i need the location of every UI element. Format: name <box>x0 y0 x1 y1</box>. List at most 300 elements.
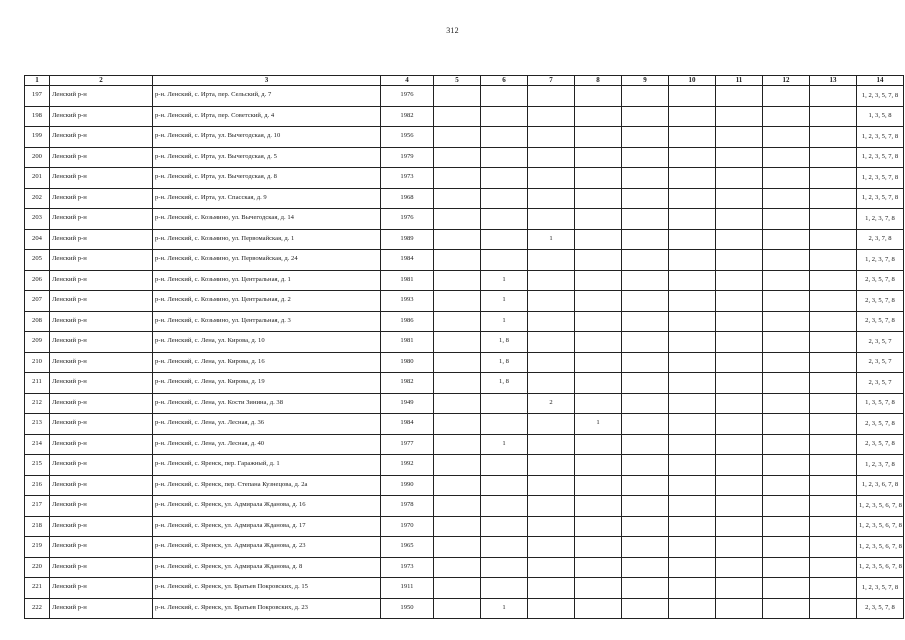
row-number-cell: 222 <box>25 598 50 619</box>
year-cell: 1984 <box>381 414 434 435</box>
row-number-cell: 204 <box>25 229 50 250</box>
address-cell: р-н. Ленский, с. Лена, ул. Лесная, д. 36 <box>153 414 381 435</box>
col-5-cell <box>434 496 481 517</box>
address-cell: р-н. Ленский, с. Ирта, ул. Спасская, д. 9 <box>153 188 381 209</box>
col-12-cell <box>763 209 810 230</box>
table-row <box>25 188 904 209</box>
table-row <box>25 332 904 353</box>
col-12-cell <box>763 455 810 476</box>
col-11-cell <box>716 496 763 517</box>
col-5-cell <box>434 516 481 537</box>
year-cell: 1956 <box>381 127 434 148</box>
col-8-cell <box>575 168 622 189</box>
col-7-cell <box>528 475 575 496</box>
col-10-cell <box>669 332 716 353</box>
col-8-cell <box>575 270 622 291</box>
col-10-cell <box>669 270 716 291</box>
column-header-6: 6 <box>481 76 528 86</box>
col-12-cell <box>763 250 810 271</box>
col-14-cell: 1, 2, 3, 5, 6, 7, 8 <box>857 516 904 537</box>
row-number-cell: 218 <box>25 516 50 537</box>
row-number-cell: 207 <box>25 291 50 312</box>
table-row <box>25 475 904 496</box>
col-10-cell <box>669 147 716 168</box>
row-number-cell: 208 <box>25 311 50 332</box>
col-7-cell <box>528 188 575 209</box>
row-number-cell: 209 <box>25 332 50 353</box>
district-cell: Ленский р-н <box>50 598 153 619</box>
col-5-cell <box>434 373 481 394</box>
col-6-cell: 1, 8 <box>481 332 528 353</box>
col-14-cell: 1, 2, 3, 5, 7, 8 <box>857 168 904 189</box>
col-5-cell <box>434 598 481 619</box>
col-8-cell <box>575 496 622 517</box>
table-row <box>25 516 904 537</box>
year-cell: 1973 <box>381 557 434 578</box>
row-number-cell: 216 <box>25 475 50 496</box>
col-14-cell: 2, 3, 5, 7, 8 <box>857 270 904 291</box>
address-cell: р-н. Ленский, с. Ирта, ул. Вычегодская, д. 10 <box>153 127 381 148</box>
district-cell: Ленский р-н <box>50 147 153 168</box>
district-cell: Ленский р-н <box>50 127 153 148</box>
col-5-cell <box>434 106 481 127</box>
col-9-cell <box>622 455 669 476</box>
year-cell: 1986 <box>381 311 434 332</box>
col-6-cell <box>481 106 528 127</box>
col-11-cell <box>716 168 763 189</box>
address-cell: р-н. Ленский, с. Козьмино, ул. Центральная, д. 3 <box>153 311 381 332</box>
row-number-cell: 200 <box>25 147 50 168</box>
address-cell: р-н. Ленский, с. Козьмино, ул. Центральная, д. 2 <box>153 291 381 312</box>
col-9-cell <box>622 311 669 332</box>
col-14-cell: 1, 2, 3, 5, 7, 8 <box>857 86 904 107</box>
column-header-8: 8 <box>575 76 622 86</box>
col-13-cell <box>810 147 857 168</box>
district-cell: Ленский р-н <box>50 516 153 537</box>
col-8-cell <box>575 86 622 107</box>
column-header-10: 10 <box>669 76 716 86</box>
col-8-cell <box>575 147 622 168</box>
col-13-cell <box>810 455 857 476</box>
col-5-cell <box>434 475 481 496</box>
col-7-cell <box>528 414 575 435</box>
table-row <box>25 537 904 558</box>
col-14-cell: 2, 3, 5, 7, 8 <box>857 291 904 312</box>
col-14-cell: 2, 3, 5, 7 <box>857 332 904 353</box>
col-5-cell <box>434 270 481 291</box>
col-14-cell: 1, 2, 3, 7, 8 <box>857 455 904 476</box>
col-10-cell <box>669 86 716 107</box>
col-13-cell <box>810 434 857 455</box>
col-14-cell: 1, 2, 3, 7, 8 <box>857 209 904 230</box>
col-6-cell <box>481 188 528 209</box>
year-cell: 1950 <box>381 598 434 619</box>
address-cell: р-н. Ленский, с. Яренск, ул. Адмирала Жданова, д. 23 <box>153 537 381 558</box>
column-header-4: 4 <box>381 76 434 86</box>
col-9-cell <box>622 168 669 189</box>
col-7-cell <box>528 352 575 373</box>
column-header-11: 11 <box>716 76 763 86</box>
col-6-cell: 1 <box>481 311 528 332</box>
col-10-cell <box>669 475 716 496</box>
address-cell: р-н. Ленский, с. Ирта, ул. Вычегодская, д. 8 <box>153 168 381 189</box>
row-number-cell: 198 <box>25 106 50 127</box>
col-12-cell <box>763 127 810 148</box>
year-cell: 1981 <box>381 270 434 291</box>
district-cell: Ленский р-н <box>50 209 153 230</box>
col-6-cell <box>481 557 528 578</box>
col-8-cell <box>575 373 622 394</box>
col-11-cell <box>716 393 763 414</box>
year-cell: 1979 <box>381 147 434 168</box>
row-number-cell: 206 <box>25 270 50 291</box>
col-5-cell <box>434 557 481 578</box>
col-12-cell <box>763 537 810 558</box>
col-10-cell <box>669 168 716 189</box>
address-cell: р-н. Ленский, с. Лена, ул. Кости Зинина, д. 38 <box>153 393 381 414</box>
address-cell: р-н. Ленский, с. Яренск, пер. Гаражный, д. 1 <box>153 455 381 476</box>
col-11-cell <box>716 209 763 230</box>
district-cell: Ленский р-н <box>50 188 153 209</box>
col-5-cell <box>434 127 481 148</box>
table-row <box>25 393 904 414</box>
col-10-cell <box>669 311 716 332</box>
col-14-cell: 2, 3, 7, 8 <box>857 229 904 250</box>
col-6-cell: 1 <box>481 270 528 291</box>
col-10-cell <box>669 414 716 435</box>
col-14-cell: 1, 2, 3, 5, 6, 7, 8 <box>857 496 904 517</box>
col-7-cell <box>528 537 575 558</box>
col-13-cell <box>810 578 857 599</box>
col-5-cell <box>434 434 481 455</box>
column-header-9: 9 <box>622 76 669 86</box>
col-8-cell <box>575 209 622 230</box>
col-7-cell <box>528 434 575 455</box>
col-14-cell: 1, 3, 5, 7, 8 <box>857 393 904 414</box>
address-cell: р-н. Ленский, с. Яренск, ул. Братьев Покровских, д. 15 <box>153 578 381 599</box>
col-11-cell <box>716 537 763 558</box>
col-13-cell <box>810 270 857 291</box>
col-12-cell <box>763 229 810 250</box>
col-14-cell: 1, 2, 3, 5, 7, 8 <box>857 127 904 148</box>
table-row <box>25 311 904 332</box>
col-11-cell <box>716 147 763 168</box>
col-12-cell <box>763 291 810 312</box>
col-11-cell <box>716 127 763 148</box>
table-row <box>25 414 904 435</box>
address-cell: р-н. Ленский, с. Яренск, ул. Адмирала Жданова, д. 16 <box>153 496 381 517</box>
col-10-cell <box>669 188 716 209</box>
col-6-cell: 1, 8 <box>481 352 528 373</box>
col-8-cell <box>575 127 622 148</box>
col-6-cell <box>481 209 528 230</box>
address-cell: р-н. Ленский, с. Ирта, пер. Советский, д. 4 <box>153 106 381 127</box>
row-number-cell: 211 <box>25 373 50 394</box>
district-cell: Ленский р-н <box>50 352 153 373</box>
col-8-cell <box>575 106 622 127</box>
table-body <box>25 86 904 619</box>
col-14-cell: 1, 3, 5, 8 <box>857 106 904 127</box>
col-5-cell <box>434 393 481 414</box>
col-12-cell <box>763 393 810 414</box>
col-10-cell <box>669 291 716 312</box>
district-cell: Ленский р-н <box>50 332 153 353</box>
year-cell: 1992 <box>381 455 434 476</box>
col-8-cell <box>575 557 622 578</box>
col-13-cell <box>810 291 857 312</box>
col-10-cell <box>669 455 716 476</box>
address-cell: р-н. Ленский, с. Козьмино, ул. Первомайская, д. 1 <box>153 229 381 250</box>
col-14-cell: 2, 3, 5, 7, 8 <box>857 414 904 435</box>
row-number-cell: 217 <box>25 496 50 517</box>
col-8-cell <box>575 578 622 599</box>
col-9-cell <box>622 250 669 271</box>
col-9-cell <box>622 106 669 127</box>
col-6-cell <box>481 455 528 476</box>
col-6-cell <box>481 147 528 168</box>
district-cell: Ленский р-н <box>50 414 153 435</box>
col-7-cell <box>528 598 575 619</box>
col-13-cell <box>810 373 857 394</box>
col-5-cell <box>434 291 481 312</box>
row-number-cell: 199 <box>25 127 50 148</box>
col-5-cell <box>434 455 481 476</box>
col-7-cell <box>528 168 575 189</box>
year-cell: 1976 <box>381 209 434 230</box>
col-7-cell <box>528 270 575 291</box>
col-5-cell <box>434 86 481 107</box>
address-cell: р-н. Ленский, с. Ирта, пер. Сельский, д. 7 <box>153 86 381 107</box>
district-cell: Ленский р-н <box>50 311 153 332</box>
col-11-cell <box>716 578 763 599</box>
col-12-cell <box>763 270 810 291</box>
col-9-cell <box>622 496 669 517</box>
col-6-cell: 1 <box>481 598 528 619</box>
col-5-cell <box>434 332 481 353</box>
column-header-12: 12 <box>763 76 810 86</box>
col-12-cell <box>763 475 810 496</box>
col-7-cell <box>528 127 575 148</box>
col-6-cell <box>481 229 528 250</box>
col-12-cell <box>763 373 810 394</box>
col-8-cell <box>575 598 622 619</box>
year-cell: 1990 <box>381 475 434 496</box>
col-12-cell <box>763 147 810 168</box>
col-10-cell <box>669 127 716 148</box>
col-12-cell <box>763 598 810 619</box>
col-12-cell <box>763 434 810 455</box>
district-cell: Ленский р-н <box>50 434 153 455</box>
col-13-cell <box>810 537 857 558</box>
col-10-cell <box>669 516 716 537</box>
col-14-cell: 1, 2, 3, 5, 6, 7, 8 <box>857 557 904 578</box>
col-8-cell <box>575 332 622 353</box>
col-6-cell: 1 <box>481 291 528 312</box>
address-cell: р-н. Ленский, с. Яренск, пер. Степана Кузнецова, д. 2а <box>153 475 381 496</box>
col-5-cell <box>434 578 481 599</box>
table-row <box>25 578 904 599</box>
col-10-cell <box>669 250 716 271</box>
building-registry-table <box>24 75 904 619</box>
col-5-cell <box>434 311 481 332</box>
col-8-cell <box>575 229 622 250</box>
col-10-cell <box>669 352 716 373</box>
col-13-cell <box>810 557 857 578</box>
col-13-cell <box>810 188 857 209</box>
col-7-cell <box>528 557 575 578</box>
col-10-cell <box>669 106 716 127</box>
row-number-cell: 203 <box>25 209 50 230</box>
col-14-cell: 2, 3, 5, 7, 8 <box>857 434 904 455</box>
column-header-2: 2 <box>50 76 153 86</box>
col-12-cell <box>763 496 810 517</box>
col-14-cell: 2, 3, 5, 7, 8 <box>857 598 904 619</box>
col-11-cell <box>716 106 763 127</box>
col-10-cell <box>669 578 716 599</box>
col-9-cell <box>622 86 669 107</box>
header-row <box>25 76 904 86</box>
col-7-cell: 1 <box>528 229 575 250</box>
col-6-cell <box>481 496 528 517</box>
col-11-cell <box>716 188 763 209</box>
col-10-cell <box>669 496 716 517</box>
col-13-cell <box>810 168 857 189</box>
address-cell: р-н. Ленский, с. Лена, ул. Кирова, д. 10 <box>153 332 381 353</box>
table-row <box>25 455 904 476</box>
col-13-cell <box>810 475 857 496</box>
district-cell: Ленский р-н <box>50 557 153 578</box>
col-13-cell <box>810 516 857 537</box>
col-9-cell <box>622 393 669 414</box>
col-13-cell <box>810 127 857 148</box>
col-11-cell <box>716 291 763 312</box>
col-5-cell <box>434 147 481 168</box>
col-9-cell <box>622 127 669 148</box>
row-number-cell: 213 <box>25 414 50 435</box>
district-cell: Ленский р-н <box>50 537 153 558</box>
column-header-7: 7 <box>528 76 575 86</box>
col-7-cell <box>528 311 575 332</box>
year-cell: 1968 <box>381 188 434 209</box>
row-number-cell: 197 <box>25 86 50 107</box>
col-10-cell <box>669 229 716 250</box>
col-13-cell <box>810 229 857 250</box>
address-cell: р-н. Ленский, с. Козьмино, ул. Центральная, д. 1 <box>153 270 381 291</box>
col-12-cell <box>763 414 810 435</box>
row-number-cell: 212 <box>25 393 50 414</box>
column-header-13: 13 <box>810 76 857 86</box>
district-cell: Ленский р-н <box>50 86 153 107</box>
col-13-cell <box>810 414 857 435</box>
col-9-cell <box>622 332 669 353</box>
col-9-cell <box>622 229 669 250</box>
col-11-cell <box>716 557 763 578</box>
table-row <box>25 229 904 250</box>
page-number: 312 <box>446 26 459 35</box>
col-7-cell <box>528 106 575 127</box>
col-9-cell <box>622 352 669 373</box>
col-11-cell <box>716 250 763 271</box>
col-9-cell <box>622 270 669 291</box>
col-11-cell <box>716 270 763 291</box>
row-number-cell: 219 <box>25 537 50 558</box>
col-9-cell <box>622 516 669 537</box>
col-6-cell <box>481 414 528 435</box>
row-number-cell: 214 <box>25 434 50 455</box>
district-cell: Ленский р-н <box>50 475 153 496</box>
col-7-cell <box>528 373 575 394</box>
col-12-cell <box>763 86 810 107</box>
year-cell: 1982 <box>381 106 434 127</box>
table-row <box>25 291 904 312</box>
col-6-cell <box>481 250 528 271</box>
col-5-cell <box>434 188 481 209</box>
col-5-cell <box>434 229 481 250</box>
col-8-cell <box>575 434 622 455</box>
col-13-cell <box>810 250 857 271</box>
address-cell: р-н. Ленский, с. Яренск, ул. Братьев Покровских, д. 23 <box>153 598 381 619</box>
col-8-cell <box>575 455 622 476</box>
col-14-cell: 1, 2, 3, 7, 8 <box>857 250 904 271</box>
district-cell: Ленский р-н <box>50 168 153 189</box>
year-cell: 1978 <box>381 496 434 517</box>
district-cell: Ленский р-н <box>50 270 153 291</box>
col-14-cell: 1, 2, 3, 5, 7, 8 <box>857 578 904 599</box>
col-14-cell: 1, 2, 3, 6, 7, 8 <box>857 475 904 496</box>
row-number-cell: 220 <box>25 557 50 578</box>
col-13-cell <box>810 332 857 353</box>
col-5-cell <box>434 209 481 230</box>
col-12-cell <box>763 188 810 209</box>
column-header-5: 5 <box>434 76 481 86</box>
district-cell: Ленский р-н <box>50 578 153 599</box>
table-row <box>25 352 904 373</box>
district-cell: Ленский р-н <box>50 106 153 127</box>
year-cell: 1965 <box>381 537 434 558</box>
col-7-cell <box>528 516 575 537</box>
row-number-cell: 210 <box>25 352 50 373</box>
year-cell: 1982 <box>381 373 434 394</box>
col-11-cell <box>716 434 763 455</box>
table-row <box>25 496 904 517</box>
col-12-cell <box>763 332 810 353</box>
col-13-cell <box>810 311 857 332</box>
col-12-cell <box>763 516 810 537</box>
district-cell: Ленский р-н <box>50 496 153 517</box>
col-7-cell: 2 <box>528 393 575 414</box>
table-row <box>25 373 904 394</box>
col-9-cell <box>622 147 669 168</box>
table-row <box>25 168 904 189</box>
year-cell: 1977 <box>381 434 434 455</box>
col-7-cell <box>528 250 575 271</box>
col-6-cell <box>481 475 528 496</box>
col-6-cell <box>481 516 528 537</box>
district-cell: Ленский р-н <box>50 229 153 250</box>
year-cell: 1989 <box>381 229 434 250</box>
col-11-cell <box>716 352 763 373</box>
address-cell: р-н. Ленский, с. Яренск, ул. Адмирала Жданова, д. 8 <box>153 557 381 578</box>
col-14-cell: 1, 2, 3, 5, 7, 8 <box>857 188 904 209</box>
row-number-cell: 201 <box>25 168 50 189</box>
table-row <box>25 270 904 291</box>
col-12-cell <box>763 352 810 373</box>
col-12-cell <box>763 557 810 578</box>
col-10-cell <box>669 209 716 230</box>
year-cell: 1973 <box>381 168 434 189</box>
col-10-cell <box>669 598 716 619</box>
col-8-cell <box>575 352 622 373</box>
